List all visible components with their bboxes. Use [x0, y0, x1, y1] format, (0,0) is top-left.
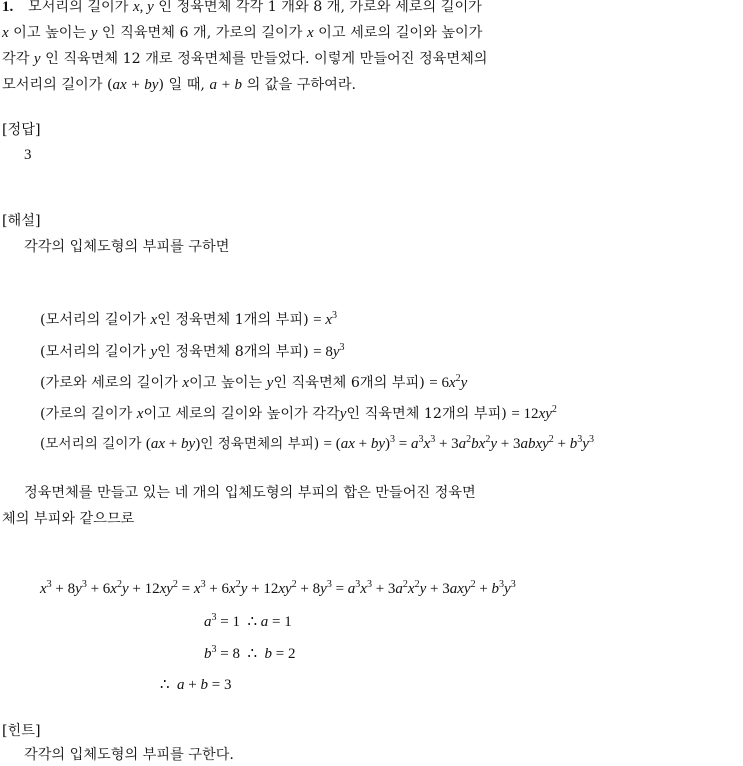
solution-paragraph-line-2: 체의 부피와 같으므로 — [2, 511, 135, 527]
answer-value: 3 — [24, 147, 32, 163]
problem-line: 모서리의 길이가 x, y 인 정육면체 각각 1 개와 8 개, 가로와 세로의 길이가 — [28, 0, 482, 15]
problem-line: 각각 y 인 직육면체 12 개로 정육면체를 만들었다. 이렇게 만들어진 정육면체의 — [2, 51, 488, 67]
equation-b: $b^3 = 8$ ∴ b = 2 — [204, 644, 296, 662]
problem-line: x 이고 높이는 y 인 직육면체 6 개, 가로의 길이가 x 이고 세로의 길이와 높이가 — [2, 25, 483, 41]
equation-a: $a^3 = 1$ ∴ a = 1 — [204, 612, 292, 630]
problem-number: 1. — [2, 0, 14, 15]
problem-line: 모서리의 길이가 (ax + by) 일 때, a + b 의 값을 구하여라. — [2, 77, 357, 93]
volume-line-2: (모서리의 길이가 y인 정육면체 8개의 부피) = $8y^3$ — [40, 342, 345, 360]
answer-header: [정답] — [2, 122, 41, 138]
solution-intro: 각각의 입체도형의 부피를 구하면 — [24, 239, 230, 255]
volume-line-4: (가로의 길이가 x이고 세로의 길이와 높이가 각각y인 직육면체 12개의 부피) = $12xy^2$ — [40, 404, 557, 422]
hint-text: 각각의 입체도형의 부피를 구한다. — [24, 747, 234, 763]
equation-sum: ∴ a + b = 3 — [160, 677, 232, 693]
hint-header: [힌트] — [2, 723, 41, 739]
volume-line-5: (모서리의 길이가 (ax + by)인 정육면체의 부피) = $(ax + by)^3 = a^3x^3 + 3a^2bx^2y$ + 3abxy$^2$ + $b^3y^3$ — [40, 434, 594, 452]
volume-line-1: (모서리의 길이가 x인 정육면체 1개의 부피) = $x^3$ — [40, 310, 338, 328]
volume-line-3: (가로와 세로의 길이가 x이고 높이는 y인 직육면체 6개의 부피) = $6x^2y$ — [40, 373, 468, 391]
solution-header: [해설] — [2, 213, 41, 229]
solution-paragraph-line-1: 정육면체를 만들고 있는 네 개의 입체도형의 부피의 합은 만들어진 정육면 — [24, 485, 476, 501]
equation-main: $x^3 + 8y^3 + 6x^2y + 12xy^2 = x^3 + 6x^2y + 12xy^2 + 8y^3 = a^3x^3 + 3a^2x^2y + 3axy^2 + b^3y^3$ — [40, 579, 516, 597]
